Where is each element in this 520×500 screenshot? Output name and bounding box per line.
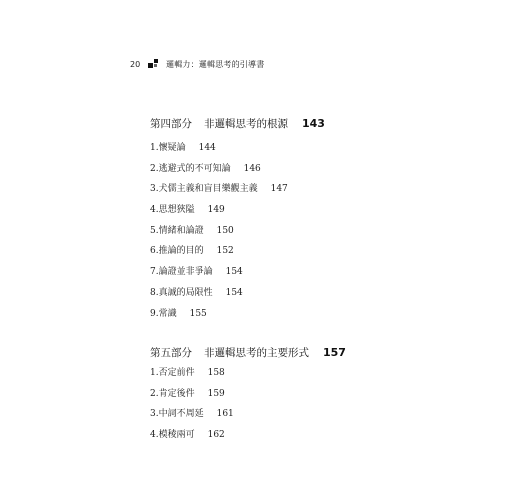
toc-entry-title: 8.真誠的局限性 (150, 287, 213, 298)
toc-entry (150, 243, 325, 264)
toc-entry-title: 1.懷疑論 (150, 143, 186, 153)
toc-entry (150, 264, 325, 285)
running-header (130, 56, 264, 72)
toc-entry-page: 154 (225, 287, 243, 298)
toc-entry-title: 4.思想狹隘 (150, 205, 195, 216)
section-title: 非邏輯思考的主要形式 (204, 347, 309, 359)
toc-entry (150, 140, 325, 161)
toc-entry-page: 144 (198, 143, 216, 153)
section-heading (150, 116, 325, 132)
toc-entry-page: 159 (207, 388, 225, 399)
toc-entry-page: 150 (216, 225, 234, 236)
toc-entry-page: 152 (216, 246, 234, 257)
publisher-mark-icon (148, 58, 162, 70)
toc-entry (150, 306, 325, 327)
section-page-number: 143 (302, 117, 325, 130)
section-part-label: 第五部分 (150, 347, 192, 359)
toc-entry (150, 285, 325, 306)
toc-entry-page: 162 (207, 430, 225, 441)
toc-entry-title: 5.情緒和論證 (150, 225, 204, 236)
toc-entry (150, 365, 346, 386)
toc-entry-page: 161 (216, 409, 234, 420)
toc-entry (150, 223, 325, 244)
toc-entry (150, 406, 346, 427)
section-heading (150, 345, 346, 361)
toc-entry-page: 147 (270, 184, 288, 195)
toc-entry (150, 161, 325, 182)
toc-entry-title: 3.犬儒主義和盲目樂觀主義 (150, 184, 258, 195)
toc-entry-title: 1.否定前件 (150, 368, 195, 378)
toc-entry (150, 427, 346, 448)
toc-section-part5 (150, 345, 346, 448)
toc-entry-title: 6.推論的目的 (150, 246, 204, 257)
section-title: 非邏輯思考的根源 (204, 118, 288, 130)
page-number: 20 (130, 59, 141, 69)
toc-entry-title: 3.中詞不周延 (150, 409, 204, 420)
section-part-label: 第四部分 (150, 118, 192, 130)
toc-entry-page: 155 (189, 308, 207, 319)
section-page-number: 157 (323, 346, 346, 359)
book-title: 邏輯力：邏輯思考的引導書 (166, 59, 265, 69)
toc-section-part4 (150, 116, 325, 326)
toc-entry (150, 386, 346, 407)
toc-entry-title: 9.常識 (150, 308, 177, 319)
toc-entry-page: 158 (207, 368, 225, 378)
toc-entry-title: 2.逃避式的不可知論 (150, 163, 231, 174)
toc-entry-page: 154 (225, 267, 243, 278)
toc-entry (150, 181, 325, 202)
toc-entry-title: 4.模稜兩可 (150, 430, 195, 441)
toc-entry-title: 2.肯定後件 (150, 388, 195, 399)
toc-entry (150, 202, 325, 223)
toc-entry-page: 146 (243, 163, 261, 174)
toc-entry-title: 7.論證並非爭論 (150, 267, 213, 278)
toc-entry-page: 149 (207, 205, 225, 216)
